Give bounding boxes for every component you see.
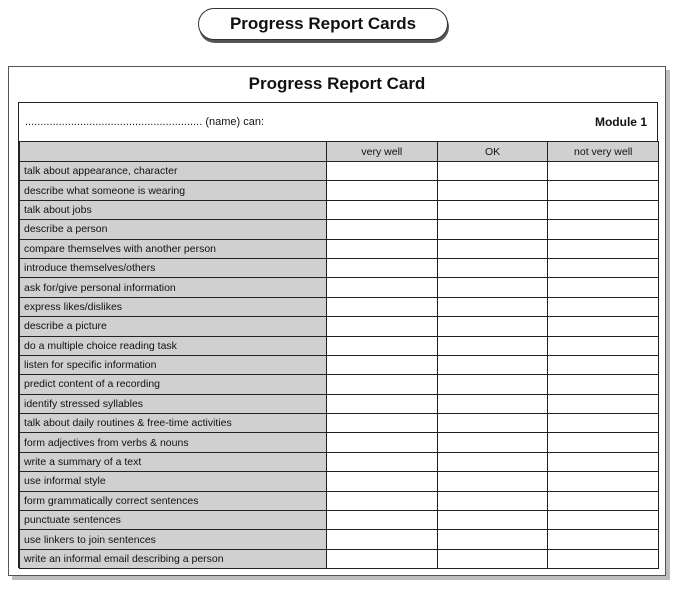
rating-cell-not-very-well[interactable]: [548, 200, 659, 219]
table-row: [20, 278, 659, 297]
rating-cell-not-very-well[interactable]: [548, 530, 659, 549]
rating-cell-not-very-well[interactable]: [548, 472, 659, 491]
rating-cell-ok[interactable]: [437, 491, 548, 510]
table-header-row: [20, 142, 659, 162]
skill-label: punctuate sentences: [20, 511, 327, 530]
card-title: Progress Report Card: [248, 74, 426, 93]
table-row: [20, 355, 659, 374]
card-table-frame: [18, 102, 658, 568]
skill-label: use linkers to join sentences: [20, 530, 327, 549]
rating-cell-very-well[interactable]: [327, 181, 438, 200]
rating-cell-not-very-well[interactable]: [548, 491, 659, 510]
rating-cell-very-well[interactable]: [327, 394, 438, 413]
table-row: [20, 452, 659, 471]
rating-cell-very-well[interactable]: [327, 317, 438, 336]
rating-cell-not-very-well[interactable]: [548, 278, 659, 297]
skill-label: form grammatically correct sentences: [20, 491, 327, 510]
table-row: [20, 472, 659, 491]
table-row: [20, 394, 659, 413]
module-label: Module 1: [594, 115, 647, 129]
rating-cell-ok[interactable]: [437, 239, 548, 258]
rating-cell-not-very-well[interactable]: [548, 394, 659, 413]
rating-cell-ok[interactable]: [437, 355, 548, 374]
rating-cell-very-well[interactable]: [327, 414, 438, 433]
rating-cell-not-very-well[interactable]: [548, 452, 659, 471]
rating-cell-ok[interactable]: [437, 433, 548, 452]
rating-cell-very-well[interactable]: [327, 200, 438, 219]
rating-cell-not-very-well[interactable]: [548, 355, 659, 374]
table-row: [20, 491, 659, 510]
rating-cell-not-very-well[interactable]: [548, 162, 659, 181]
rating-cell-very-well[interactable]: [327, 433, 438, 452]
skill-label: describe a picture: [20, 317, 327, 336]
column-header-skill: [20, 142, 327, 162]
skill-label: express likes/dislikes: [20, 297, 327, 316]
rating-cell-not-very-well[interactable]: [548, 433, 659, 452]
skill-label: talk about jobs: [20, 200, 327, 219]
skill-label: listen for specific information: [20, 355, 327, 374]
rating-cell-ok[interactable]: [437, 220, 548, 239]
skill-label: introduce themselves/others: [20, 258, 327, 277]
rating-cell-very-well[interactable]: [327, 472, 438, 491]
table-row: [20, 433, 659, 452]
table-row: [20, 181, 659, 200]
rating-cell-very-well[interactable]: [327, 239, 438, 258]
rating-cell-ok[interactable]: [437, 278, 548, 297]
rating-cell-very-well[interactable]: [327, 375, 438, 394]
name-line: .......................................................... (name) can:: [25, 116, 265, 128]
skill-label: talk about appearance, character: [20, 162, 327, 181]
rating-cell-ok[interactable]: [437, 530, 548, 549]
rating-cell-not-very-well[interactable]: [548, 239, 659, 258]
rating-cell-ok[interactable]: [437, 394, 548, 413]
rating-cell-not-very-well[interactable]: [548, 220, 659, 239]
rating-cell-not-very-well[interactable]: [548, 549, 659, 568]
skill-label: form adjectives from verbs & nouns: [20, 433, 327, 452]
skill-label: use informal style: [20, 472, 327, 491]
skill-label: compare themselves with another person: [20, 239, 327, 258]
table-row: [20, 258, 659, 277]
skills-table: [19, 141, 659, 569]
rating-cell-very-well[interactable]: [327, 452, 438, 471]
table-row: [20, 549, 659, 568]
skill-label: do a multiple choice reading task: [20, 336, 327, 355]
skill-label: ask for/give personal information: [20, 278, 327, 297]
rating-cell-ok[interactable]: [437, 549, 548, 568]
rating-cell-very-well[interactable]: [327, 549, 438, 568]
rating-cell-ok[interactable]: [437, 336, 548, 355]
rating-cell-ok[interactable]: [437, 511, 548, 530]
table-row: [20, 162, 659, 181]
skill-label: identify stressed syllables: [20, 394, 327, 413]
rating-cell-very-well[interactable]: [327, 220, 438, 239]
rating-cell-ok[interactable]: [437, 162, 548, 181]
rating-cell-very-well[interactable]: [327, 491, 438, 510]
table-row: [20, 414, 659, 433]
rating-cell-very-well[interactable]: [327, 336, 438, 355]
column-header-not-very-well: not very well: [548, 142, 659, 162]
table-row: [20, 200, 659, 219]
rating-cell-ok[interactable]: [437, 200, 548, 219]
rating-cell-not-very-well[interactable]: [548, 511, 659, 530]
rating-cell-ok[interactable]: [437, 181, 548, 200]
rating-cell-not-very-well[interactable]: [548, 181, 659, 200]
skill-label: write a summary of a text: [20, 452, 327, 471]
rating-cell-ok[interactable]: [437, 375, 548, 394]
rating-cell-very-well[interactable]: [327, 258, 438, 277]
name-line-row: [19, 103, 657, 141]
rating-cell-not-very-well[interactable]: [548, 297, 659, 316]
rating-cell-very-well[interactable]: [327, 511, 438, 530]
rating-cell-very-well[interactable]: [327, 162, 438, 181]
table-row: [20, 239, 659, 258]
rating-cell-not-very-well[interactable]: [548, 414, 659, 433]
table-row: [20, 511, 659, 530]
skill-label: predict content of a recording: [20, 375, 327, 394]
table-row: [20, 530, 659, 549]
table-row: [20, 317, 659, 336]
rating-cell-ok[interactable]: [437, 317, 548, 336]
skill-label: describe what someone is wearing: [20, 181, 327, 200]
rating-cell-ok[interactable]: [437, 472, 548, 491]
rating-cell-not-very-well[interactable]: [548, 375, 659, 394]
table-row: [20, 336, 659, 355]
page-title: Progress Report Cards: [198, 8, 448, 40]
rating-cell-not-very-well[interactable]: [548, 317, 659, 336]
column-header-ok: OK: [437, 142, 548, 162]
rating-cell-very-well[interactable]: [327, 355, 438, 374]
skill-label: talk about daily routines & free-time activities: [20, 414, 327, 433]
table-row: [20, 220, 659, 239]
rating-cell-ok[interactable]: [437, 258, 548, 277]
rating-cell-very-well[interactable]: [327, 278, 438, 297]
rating-cell-very-well[interactable]: [327, 530, 438, 549]
column-header-very-well: very well: [327, 142, 438, 162]
rating-cell-not-very-well[interactable]: [548, 258, 659, 277]
table-row: [20, 297, 659, 316]
progress-report-card: [8, 66, 666, 576]
skill-label: describe a person: [20, 220, 327, 239]
rating-cell-not-very-well[interactable]: [548, 336, 659, 355]
table-row: [20, 375, 659, 394]
rating-cell-ok[interactable]: [437, 452, 548, 471]
skill-label: write an informal email describing a person: [20, 549, 327, 568]
rating-cell-ok[interactable]: [437, 297, 548, 316]
skills-table-body: [20, 162, 659, 569]
rating-cell-ok[interactable]: [437, 414, 548, 433]
rating-cell-very-well[interactable]: [327, 297, 438, 316]
